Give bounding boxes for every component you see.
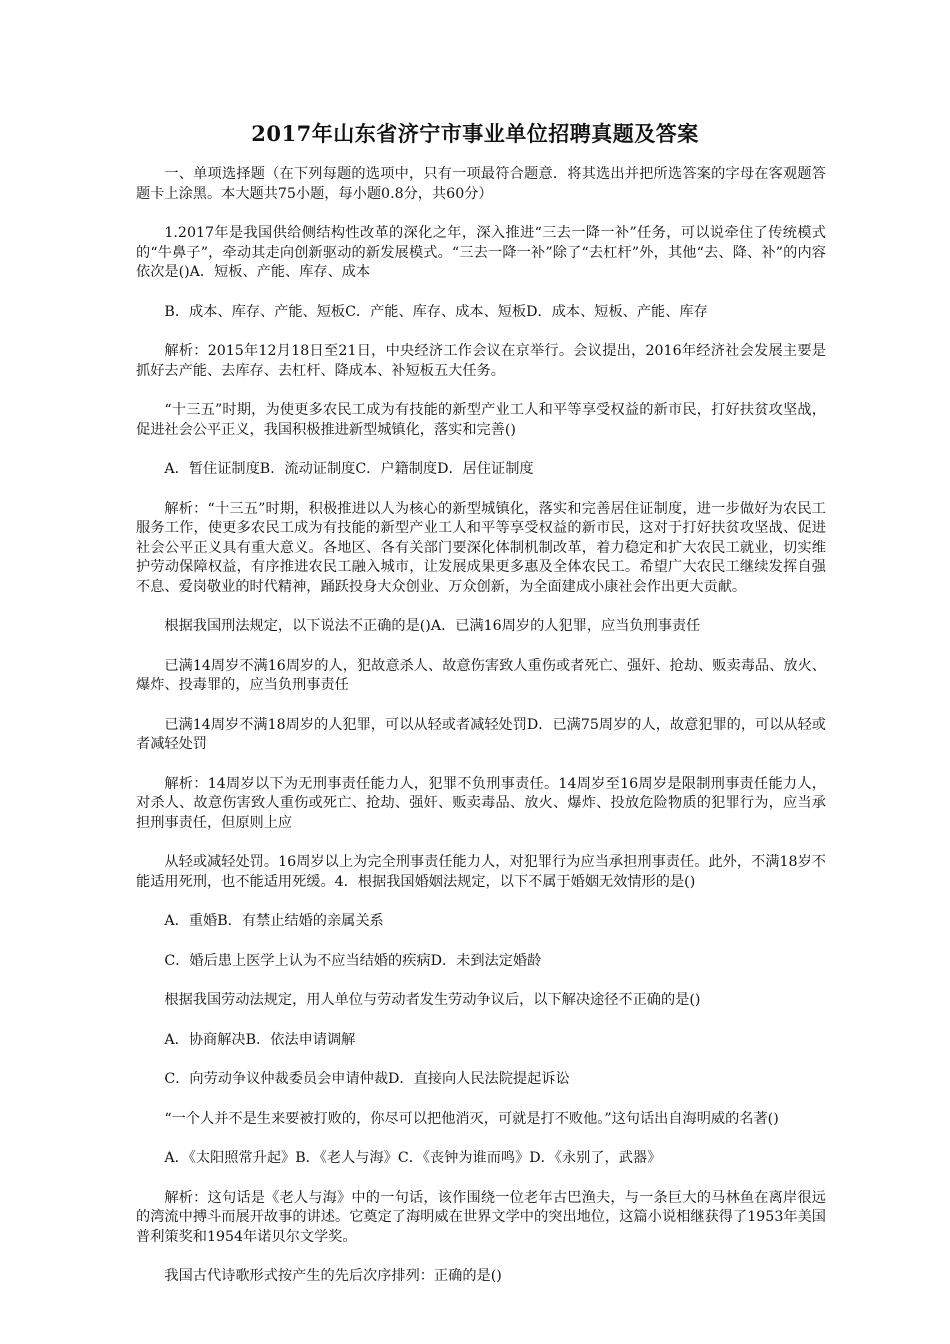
paragraph-5: “十三五”时期，为使更多农民工成为有技能的新型产业工人和平等享受权益的新市民，打好扶贫攻坚战，促进社会公平正义，我国积极推进新型城镇化，落实和完善() bbox=[136, 402, 826, 438]
document-body bbox=[136, 165, 826, 1307]
paragraph-21: 我国古代诗歌形式按产生的先后次序排列：正确的是() bbox=[164, 1268, 502, 1284]
paragraph-7: 解析：“十三五”时期，积极推进以人为核心的新型城镇化，落实和完善居住证制度，进一步做好为农民工服务工作，使更多农民工成为有技能的新型产业工人和平等享受权益的新市民，这对于打好扶贫攻坚战、促进社会公平正义具有重大意义。各地区、各有关部门要深化体制机制改革，着力稳定和扩大农民工就业，切实维护劳动保障权益，有序推进农民工融入城市，让发展成果更多惠及全体农民工。希望广大农民工继续发挥自强不息、爱岗敬业的时代精神，踊跃投身大众创业、万众创新，为全面建成小康社会作出更大贡献。 bbox=[136, 500, 826, 595]
paragraph-18: “一个人并不是生来要被打败的，你尽可以把他消灭，可就是打不败他。”这句话出自海明威的名著() bbox=[164, 1110, 779, 1127]
paragraph-10: 已满14周岁不满18周岁的人犯罪，可以从轻或者减轻处罚D．已满75周岁的人，故意犯罪的，可以从轻或者减轻处罚 bbox=[136, 716, 826, 752]
paragraph-2: 1.2017年是我国供给侧结构性改革的深化之年，深入推进“三去一降一补”任务，可以说牵住了传统模式的“牛鼻子”，牵动其走向创新驱动的新发展模式。“三去一降一补”除了“去杠杆”外，其他“去、降、补”的内容依次是()A．短板、产能、库存、成本 bbox=[136, 225, 826, 280]
paragraph-9: 已满14周岁不满16周岁的人，犯故意杀人、故意伤害致人重伤或者死亡、强奸、抢劫、贩卖毒品、放火、爆炸、投毒罪的，应当负刑事责任 bbox=[136, 657, 826, 693]
paragraph-8: 根据我国刑法规定，以下说法不正确的是()A．已满16周岁的人犯罪，应当负刑事责任 bbox=[164, 618, 701, 634]
paragraph-15: 根据我国劳动法规定，用人单位与劳动者发生劳动争议后，以下解决途径不正确的是() bbox=[164, 992, 701, 1008]
paragraph-12: 从轻或减轻处罚。16周岁以上为完全刑事责任能力人，对犯罪行为应当承担刑事责任。此外，不满18岁不能适用死刑，也不能适用死缓。4．根据我国婚姻法规定，以下不属于婚姻无效情形的是() bbox=[136, 854, 826, 890]
paragraph-3: B．成本、库存、产能、短板C．产能、库存、成本、短板D．成本、短板、产能、库存 bbox=[164, 303, 708, 320]
paragraph-20: 解析：这句话是《老人与海》中的一句话，该作围绕一位老年古巴渔夫，与一条巨大的马林鱼在离岸很远的湾流中搏斗而展开故事的讲述。它奠定了海明威在世界文学中的突出地位，这篇小说相继获得了1953年美国普利策奖和1954年诺贝尔文学奖。 bbox=[136, 1189, 826, 1245]
paragraph-6: A．暂住证制度B．流动证制度C．户籍制度D．居住证制度 bbox=[164, 461, 534, 477]
paragraph-13: A．重婚B．有禁止结婚的亲属关系 bbox=[164, 913, 384, 929]
paragraph-14: C．婚后患上医学上认为不应当结婚的疾病D．未到法定婚龄 bbox=[164, 952, 542, 969]
paragraph-17: C．向劳动争议仲裁委员会申请仲裁D．直接向人民法院提起诉讼 bbox=[164, 1071, 570, 1087]
paragraph-11: 解析：14周岁以下为无刑事责任能力人，犯罪不负刑事责任。14周岁至16周岁是限制刑事责任能力人，对杀人、故意伤害致人重伤或死亡、抢劫、强奸、贩卖毒品、放火、爆炸、投放危险物质的犯罪行为，应当承担刑事责任，但原则上应 bbox=[136, 775, 826, 831]
paragraph-19: A．《太阳照常升起》B．《老人与海》C．《丧钟为谁而鸣》D．《永别了，武器》 bbox=[164, 1150, 662, 1166]
paragraph-16: A．协商解决B．依法申请调解 bbox=[164, 1031, 356, 1048]
document-title: 2017年山东省济宁市事业单位招聘真题及答案 bbox=[251, 121, 699, 146]
paragraph-1: 一、单项选择题（在下列每题的选项中，只有一项最符合题意．将其选出并把所选答案的字母在客观题答题卡上涂黑。本大题共75小题，每小题0.8分，共60分） bbox=[136, 166, 826, 202]
paragraph-4: 解析：2015年12月18日至21日，中央经济工作会议在京举行。会议提出，2016年经济社会发展主要是抓好去产能、去库存、去杠杆、降成本、补短板五大任务。 bbox=[136, 343, 826, 379]
